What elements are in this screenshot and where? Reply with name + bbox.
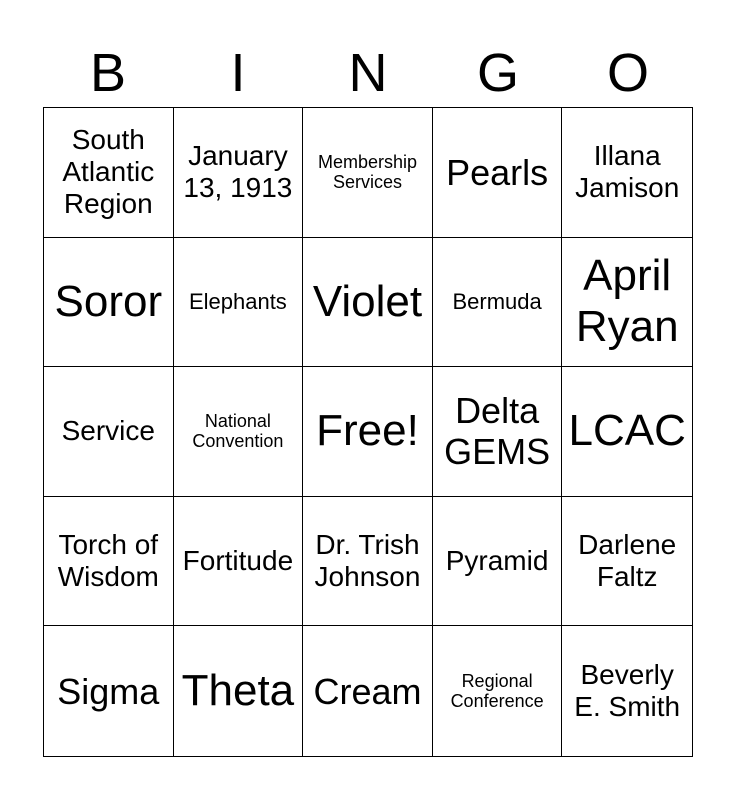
cell-label: Theta — [181, 665, 295, 715]
bingo-board — [43, 107, 693, 757]
bingo-cell-g3[interactable] — [433, 367, 563, 497]
bingo-cell-i3[interactable] — [174, 367, 304, 497]
free-space-label: Free! — [316, 406, 419, 456]
bingo-cell-i5[interactable] — [174, 626, 304, 756]
bingo-cell-i1[interactable] — [174, 108, 304, 238]
bingo-cell-g4[interactable] — [433, 497, 563, 627]
cell-label: Regional Conference — [450, 670, 544, 712]
bingo-cell-n5[interactable] — [303, 626, 433, 756]
bingo-cell-g5[interactable] — [433, 626, 563, 756]
cell-label: Torch of Wisdom — [57, 528, 159, 593]
bingo-cell-b3[interactable] — [44, 367, 174, 497]
cell-label: Beverly E. Smith — [574, 659, 681, 723]
cell-label: Pearls — [446, 151, 549, 193]
cell-label: Fortitude — [182, 545, 294, 576]
cell-label: Darlene Faltz — [578, 528, 677, 593]
bingo-cell-n2[interactable] — [303, 238, 433, 368]
cell-label: Violet — [312, 276, 423, 326]
cell-label: April Ryan — [575, 251, 679, 351]
bingo-cell-b2[interactable] — [44, 238, 174, 368]
bingo-cell-b5[interactable] — [44, 626, 174, 756]
bingo-cell-b1[interactable] — [44, 108, 174, 238]
cell-label: Bermuda — [452, 289, 542, 315]
cell-label: Sigma — [57, 670, 160, 712]
bingo-cell-g1[interactable] — [433, 108, 563, 238]
cell-label: Pyramid — [445, 545, 549, 576]
bingo-cell-n4[interactable] — [303, 497, 433, 627]
bingo-header — [43, 40, 693, 106]
bingo-cell-i2[interactable] — [174, 238, 304, 368]
cell-label: Soror — [54, 276, 163, 326]
cell-label: Service — [61, 415, 155, 447]
cell-label: National Convention — [192, 410, 284, 452]
bingo-cell-b4[interactable] — [44, 497, 174, 627]
header-letter-g: G — [476, 43, 519, 103]
bingo-cell-o4[interactable] — [562, 497, 692, 627]
cell-label: Membership Services — [317, 151, 418, 193]
cell-label: LCAC — [568, 406, 686, 456]
header-letter-b: B — [89, 43, 127, 103]
bingo-cell-i4[interactable] — [174, 497, 304, 627]
cell-label: Cream — [313, 670, 422, 712]
cell-label: Elephants — [188, 289, 287, 315]
bingo-cell-o2[interactable] — [562, 238, 692, 368]
bingo-cell-n1[interactable] — [303, 108, 433, 238]
header-letter-i: I — [230, 43, 246, 103]
cell-label: Dr. Trish Johnson — [314, 528, 421, 593]
header-letter-n: N — [348, 43, 388, 103]
bingo-cell-g2[interactable] — [433, 238, 563, 368]
header-letter-o: O — [606, 43, 649, 103]
bingo-cell-o1[interactable] — [562, 108, 692, 238]
bingo-cell-o5[interactable] — [562, 626, 692, 756]
bingo-cell-o3[interactable] — [562, 367, 692, 497]
cell-label: Illana Jamison — [575, 140, 680, 204]
cell-label: Delta GEMS — [444, 390, 551, 473]
cell-label: South Atlantic Region — [62, 124, 155, 220]
bingo-cell-n3[interactable] — [303, 367, 433, 497]
cell-label: January 13, 1913 — [183, 140, 293, 204]
